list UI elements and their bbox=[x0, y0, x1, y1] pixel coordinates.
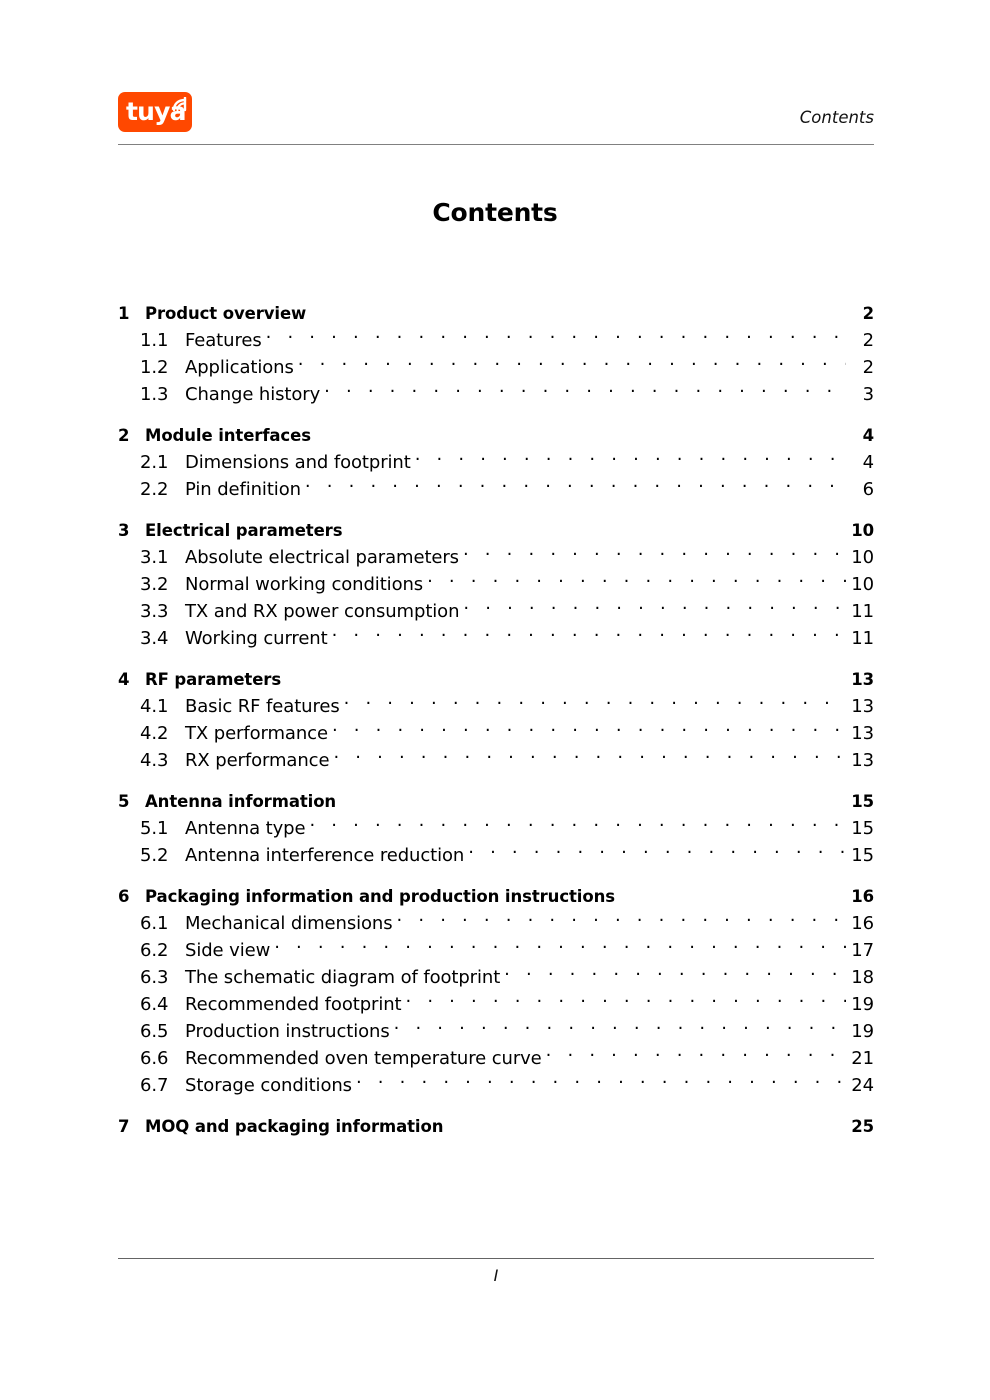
toc-leader bbox=[394, 1019, 846, 1037]
toc-section-entry[interactable] bbox=[118, 476, 874, 503]
toc-section-label: Features bbox=[185, 330, 262, 351]
toc-leader bbox=[332, 626, 846, 644]
toc-chapter-entry[interactable] bbox=[118, 883, 874, 910]
toc-section-page: 10 bbox=[851, 547, 874, 568]
toc-section-page: 18 bbox=[851, 967, 874, 988]
toc-section-page: 2 bbox=[862, 330, 874, 351]
toc-chapter-page: 25 bbox=[851, 1117, 874, 1136]
toc-leader bbox=[332, 721, 846, 739]
toc-chapter-label: Antenna information bbox=[145, 792, 337, 811]
toc-section-number: 6.3 bbox=[140, 967, 169, 988]
page-header bbox=[118, 92, 874, 148]
toc-section-entry[interactable] bbox=[118, 327, 874, 354]
toc-section-label: Antenna interference reduction bbox=[185, 845, 465, 866]
toc-chapter-number: 3 bbox=[118, 521, 130, 540]
toc-leader bbox=[619, 886, 847, 903]
toc-chapter-number: 7 bbox=[118, 1117, 130, 1136]
toc-chapter-page: 15 bbox=[851, 792, 874, 811]
toc-section-page: 19 bbox=[851, 1021, 874, 1042]
toc-section-label: Basic RF features bbox=[185, 696, 340, 717]
toc-chapter-label: Electrical parameters bbox=[145, 521, 343, 540]
toc-chapter-page: 4 bbox=[862, 426, 874, 445]
toc-section-number: 4.1 bbox=[140, 696, 169, 717]
toc-section-entry[interactable] bbox=[118, 991, 874, 1018]
wifi-arc-icon bbox=[172, 97, 188, 112]
toc-section-entry[interactable] bbox=[118, 381, 874, 408]
toc-section-label: Side view bbox=[185, 940, 271, 961]
toc-section-entry[interactable] bbox=[118, 815, 874, 842]
toc-section-page: 13 bbox=[851, 750, 874, 771]
toc-section-entry[interactable] bbox=[118, 1072, 874, 1099]
toc-section-page: 11 bbox=[851, 601, 874, 622]
toc-section-label: RX performance bbox=[185, 750, 330, 771]
toc-chapter-number: 1 bbox=[118, 304, 130, 323]
toc-section-page: 6 bbox=[862, 479, 874, 500]
toc-chapter-label: Module interfaces bbox=[145, 426, 311, 445]
toc-leader bbox=[298, 355, 846, 373]
toc-chapter-page: 13 bbox=[851, 670, 874, 689]
toc-section-number: 6.6 bbox=[140, 1048, 169, 1069]
toc-section-number: 1.3 bbox=[140, 384, 169, 405]
toc-leader bbox=[447, 1116, 847, 1133]
toc-chapter-entry[interactable] bbox=[118, 788, 874, 815]
toc-section-entry[interactable] bbox=[118, 544, 874, 571]
toc-section-label: TX performance bbox=[185, 723, 328, 744]
table-of-contents bbox=[118, 300, 874, 1140]
toc-section-entry[interactable] bbox=[118, 964, 874, 991]
toc-chapter-page: 10 bbox=[851, 521, 874, 540]
toc-section-number: 6.7 bbox=[140, 1075, 169, 1096]
toc-chapter-number: 6 bbox=[118, 887, 130, 906]
toc-section-number: 2.1 bbox=[140, 452, 169, 473]
toc-section-label: Dimensions and footprint bbox=[185, 452, 411, 473]
toc-chapter-entry[interactable] bbox=[118, 422, 874, 449]
toc-section-label: TX and RX power consumption bbox=[185, 601, 460, 622]
toc-leader bbox=[285, 669, 847, 686]
toc-section-number: 4.3 bbox=[140, 750, 169, 771]
toc-leader bbox=[333, 748, 846, 766]
toc-section-number: 3.3 bbox=[140, 601, 169, 622]
toc-leader bbox=[305, 477, 846, 495]
toc-section-entry[interactable] bbox=[118, 598, 874, 625]
toc-section-page: 17 bbox=[851, 940, 874, 961]
toc-section-entry[interactable] bbox=[118, 910, 874, 937]
toc-section-number: 3.1 bbox=[140, 547, 169, 568]
toc-section-label: Antenna type bbox=[185, 818, 306, 839]
toc-section-number: 1.1 bbox=[140, 330, 169, 351]
toc-section-page: 2 bbox=[862, 357, 874, 378]
toc-section-page: 13 bbox=[851, 723, 874, 744]
toc-section-page: 11 bbox=[851, 628, 874, 649]
toc-chapter-number: 5 bbox=[118, 792, 130, 811]
toc-leader bbox=[266, 328, 846, 346]
toc-group bbox=[118, 422, 874, 503]
toc-section-label: Absolute electrical parameters bbox=[185, 547, 459, 568]
toc-group bbox=[118, 300, 874, 408]
toc-section-page: 24 bbox=[851, 1075, 874, 1096]
toc-section-number: 3.4 bbox=[140, 628, 169, 649]
toc-section-entry[interactable] bbox=[118, 937, 874, 964]
toc-section-label: Recommended oven temperature curve bbox=[185, 1048, 542, 1069]
toc-chapter-entry[interactable] bbox=[118, 517, 874, 544]
toc-chapter-number: 4 bbox=[118, 670, 130, 689]
toc-section-entry[interactable] bbox=[118, 693, 874, 720]
toc-section-label: Mechanical dimensions bbox=[185, 913, 393, 934]
toc-section-page: 3 bbox=[862, 384, 874, 405]
toc-leader bbox=[324, 382, 846, 400]
page-title: Contents bbox=[432, 198, 558, 227]
toc-section-entry[interactable] bbox=[118, 1045, 874, 1072]
toc-leader bbox=[546, 1046, 846, 1064]
toc-group bbox=[118, 666, 874, 774]
toc-leader bbox=[309, 816, 846, 834]
toc-section-page: 15 bbox=[851, 818, 874, 839]
toc-section-label: Pin definition bbox=[185, 479, 301, 500]
toc-section-entry[interactable] bbox=[118, 747, 874, 774]
toc-section-label: The schematic diagram of footprint bbox=[185, 967, 501, 988]
toc-section-page: 16 bbox=[851, 913, 874, 934]
toc-section-number: 2.2 bbox=[140, 479, 169, 500]
toc-section-page: 4 bbox=[862, 452, 874, 473]
toc-group bbox=[118, 788, 874, 869]
toc-leader bbox=[397, 911, 846, 929]
toc-section-entry[interactable] bbox=[118, 625, 874, 652]
toc-chapter-label: MOQ and packaging information bbox=[145, 1117, 444, 1136]
toc-leader bbox=[356, 1073, 846, 1091]
toc-section-entry[interactable] bbox=[118, 354, 874, 381]
toc-section-page: 13 bbox=[851, 696, 874, 717]
toc-section-label: Applications bbox=[185, 357, 294, 378]
toc-chapter-page: 16 bbox=[851, 887, 874, 906]
toc-section-label: Production instructions bbox=[185, 1021, 390, 1042]
header-divider bbox=[118, 144, 874, 145]
toc-section-label: Working current bbox=[185, 628, 328, 649]
toc-leader bbox=[346, 520, 847, 537]
toc-section-number: 6.1 bbox=[140, 913, 169, 934]
toc-section-number: 5.2 bbox=[140, 845, 169, 866]
toc-leader bbox=[463, 599, 846, 617]
toc-section-entry[interactable] bbox=[118, 720, 874, 747]
toc-group bbox=[118, 1113, 874, 1140]
toc-section-number: 6.2 bbox=[140, 940, 169, 961]
logo-wordmark: tuya bbox=[126, 97, 186, 126]
toc-leader bbox=[415, 450, 846, 468]
toc-section-page: 19 bbox=[851, 994, 874, 1015]
toc-leader bbox=[468, 843, 846, 861]
toc-leader bbox=[463, 545, 846, 563]
toc-leader bbox=[340, 791, 847, 808]
toc-leader bbox=[315, 425, 848, 442]
toc-leader bbox=[344, 694, 846, 712]
toc-section-number: 3.2 bbox=[140, 574, 169, 595]
toc-section-label: Storage conditions bbox=[185, 1075, 352, 1096]
toc-section-label: Change history bbox=[185, 384, 321, 405]
toc-section-number: 6.4 bbox=[140, 994, 169, 1015]
toc-chapter-entry[interactable] bbox=[118, 666, 874, 693]
toc-section-entry[interactable] bbox=[118, 449, 874, 476]
toc-chapter-page: 2 bbox=[862, 304, 874, 323]
toc-section-page: 10 bbox=[851, 574, 874, 595]
toc-leader bbox=[427, 572, 846, 590]
toc-section-number: 5.1 bbox=[140, 818, 169, 839]
toc-section-entry[interactable] bbox=[118, 842, 874, 869]
footer-page-number: I bbox=[493, 1266, 499, 1285]
toc-group bbox=[118, 883, 874, 1099]
toc-chapter-entry[interactable] bbox=[118, 300, 874, 327]
toc-chapter-number: 2 bbox=[118, 426, 130, 445]
toc-section-number: 6.5 bbox=[140, 1021, 169, 1042]
toc-section-page: 21 bbox=[851, 1048, 874, 1069]
running-head: Contents bbox=[799, 108, 874, 127]
toc-chapter-label: RF parameters bbox=[145, 670, 282, 689]
toc-group bbox=[118, 517, 874, 652]
toc-leader bbox=[406, 992, 847, 1010]
toc-section-page: 15 bbox=[851, 845, 874, 866]
toc-chapter-label: Packaging information and production instructions bbox=[145, 887, 615, 906]
toc-section-number: 4.2 bbox=[140, 723, 169, 744]
toc-leader bbox=[274, 938, 846, 956]
tuya-logo bbox=[118, 92, 192, 132]
footer-divider bbox=[118, 1258, 874, 1259]
toc-section-number: 1.2 bbox=[140, 357, 169, 378]
toc-chapter-label: Product overview bbox=[145, 304, 307, 323]
toc-section-label: Normal working conditions bbox=[185, 574, 424, 595]
toc-section-entry[interactable] bbox=[118, 571, 874, 598]
toc-leader bbox=[504, 965, 846, 983]
toc-section-label: Recommended footprint bbox=[185, 994, 402, 1015]
toc-section-entry[interactable] bbox=[118, 1018, 874, 1045]
toc-leader bbox=[310, 303, 848, 320]
toc-chapter-entry[interactable] bbox=[118, 1113, 874, 1140]
